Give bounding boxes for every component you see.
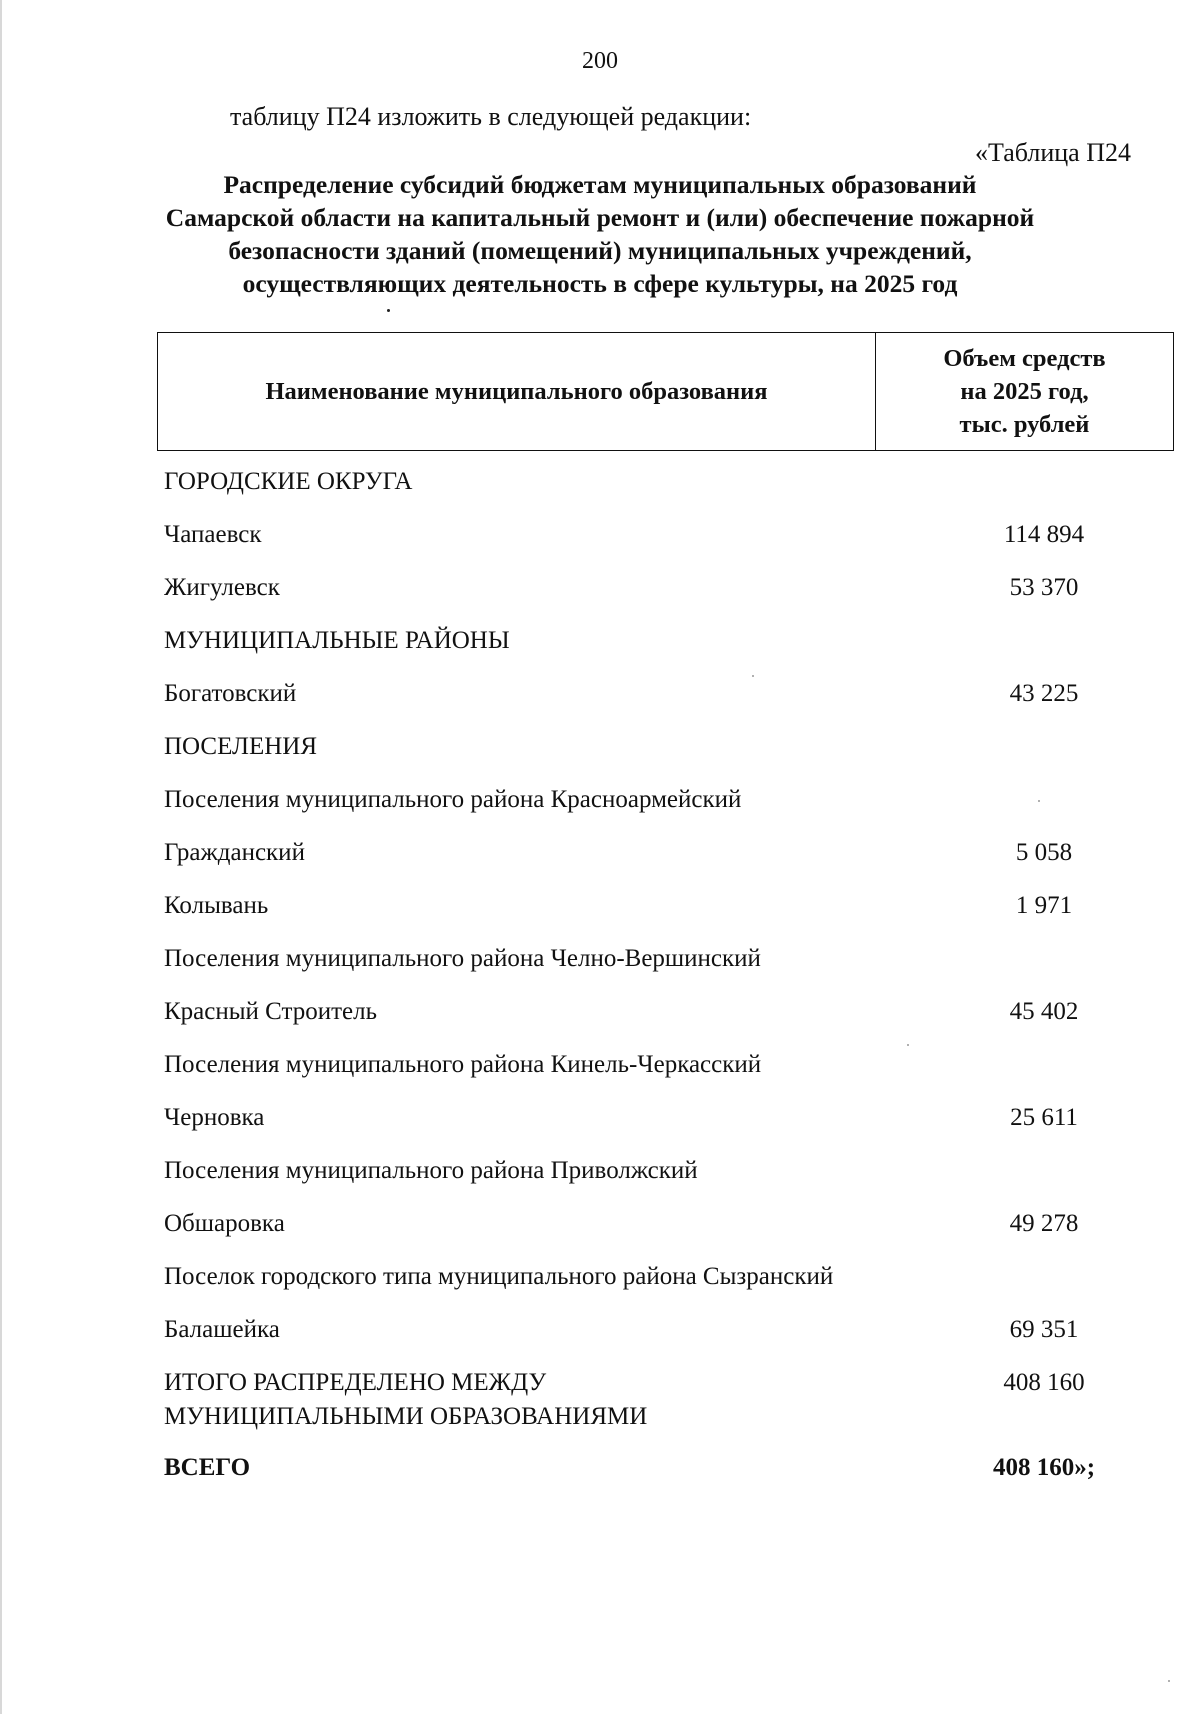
column-header-name: Наименование муниципального образования xyxy=(158,333,876,450)
scan-speck xyxy=(907,1044,909,1046)
stray-dot xyxy=(387,309,390,312)
scan-speck xyxy=(1168,1680,1170,1682)
row-value: 5 058 xyxy=(1015,839,1073,866)
title-line: безопасности зданий (помещений) муниципальных учреждений, xyxy=(228,236,972,265)
row-value: 53 370 xyxy=(1009,574,1079,601)
row-value: 43 225 xyxy=(1009,680,1079,707)
row-value: 69 351 xyxy=(1009,1316,1079,1343)
row-name: Поселения муниципального района Красноармейский xyxy=(164,786,742,813)
row-name: Поселения муниципального района Приволжский xyxy=(164,1157,698,1184)
row-value: 408 160 xyxy=(1003,1369,1085,1396)
intro-text: таблицу П24 изложить в следующей редакции: xyxy=(230,102,752,131)
table-header xyxy=(157,332,1174,451)
table-label: «Таблица П24 xyxy=(975,138,1131,167)
row-name: Колывань xyxy=(164,892,269,919)
row-value: 25 611 xyxy=(1010,1104,1078,1131)
row-name-line: МУНИЦИПАЛЬНЫМИ ОБРАЗОВАНИЯМИ xyxy=(164,1403,648,1430)
column-header-amount xyxy=(876,333,1173,450)
row-name: МУНИЦИПАЛЬНЫЕ РАЙОНЫ xyxy=(164,627,510,654)
row-name: Поселок городского типа муниципального района Сызранский xyxy=(164,1263,834,1290)
title-line: Распределение субсидий бюджетам муниципальных образований xyxy=(223,170,977,199)
row-name: Балашейка xyxy=(164,1316,280,1343)
row-value: 408 160»; xyxy=(992,1454,1096,1481)
column-header-amount-line: тыс. рублей xyxy=(959,411,1090,438)
row-name: ГОРОДСКИЕ ОКРУГА xyxy=(164,468,413,495)
row-value: 114 894 xyxy=(1003,521,1085,548)
row-name: Чапаевск xyxy=(164,521,262,548)
document-title xyxy=(140,168,1060,300)
row-name: Поселения муниципального района Кинель-Черкасский xyxy=(164,1051,762,1078)
row-name-line: ИТОГО РАСПРЕДЕЛЕНО МЕЖДУ xyxy=(164,1369,547,1396)
column-header-amount-line: на 2025 год, xyxy=(960,378,1089,405)
row-value: 49 278 xyxy=(1009,1210,1079,1237)
column-header-amount-line: Объем средств xyxy=(943,345,1106,372)
row-name: Красный Строитель xyxy=(164,998,378,1025)
row-name: ПОСЕЛЕНИЯ xyxy=(164,733,318,760)
row-name: Гражданский xyxy=(164,839,305,866)
row-name: Жигулевск xyxy=(164,574,280,601)
row-name: Поселения муниципального района Челно-Вершинский xyxy=(164,945,761,972)
page-edge xyxy=(0,0,2,1714)
row-name: Черновка xyxy=(164,1104,265,1131)
scan-speck xyxy=(752,675,754,677)
row-name: ВСЕГО xyxy=(164,1454,251,1481)
title-line: Самарской области на капитальный ремонт и (или) обеспечение пожарной xyxy=(165,203,1035,232)
page-number: 200 xyxy=(582,48,618,74)
row-value: 1 971 xyxy=(1015,892,1073,919)
row-name: Богатовский xyxy=(164,680,297,707)
row-value: 45 402 xyxy=(1009,998,1079,1025)
scan-speck xyxy=(1038,800,1040,802)
row-name xyxy=(164,1366,647,1434)
title-line: осуществляющих деятельность в сфере культуры, на 2025 год xyxy=(242,269,958,298)
row-name: Обшаровка xyxy=(164,1210,285,1237)
